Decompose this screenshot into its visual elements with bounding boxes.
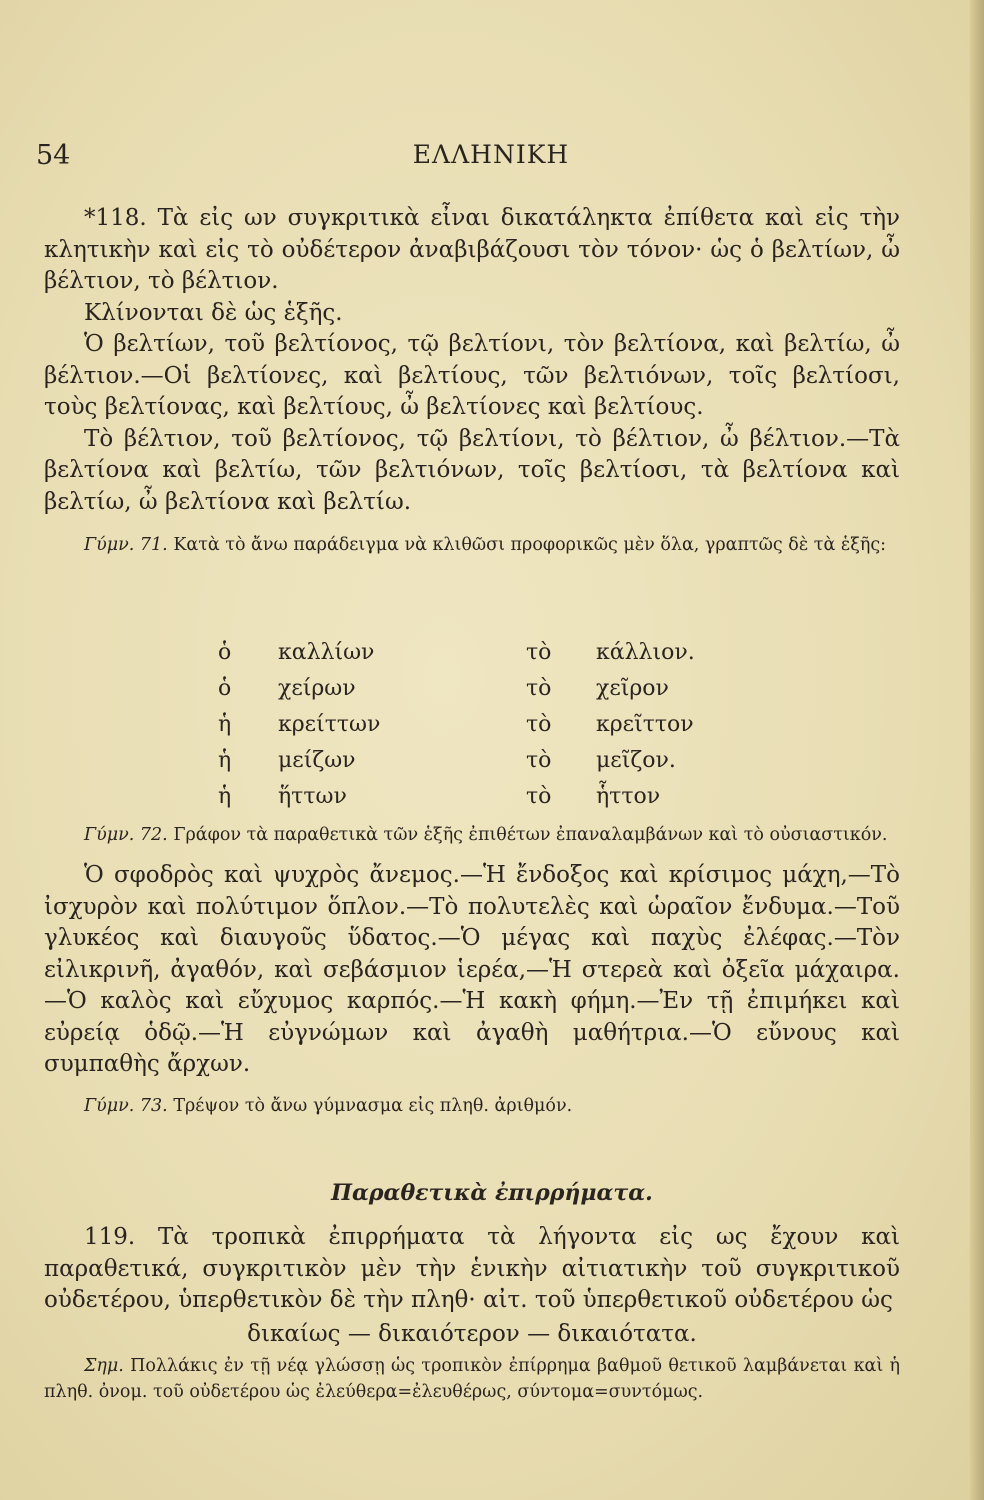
sec119-paragraph: 119. Τὰ τροπικὰ ἐπιρρήματα τὰ λήγοντα εἰς ως ἔχουν καὶ παραθετικά, συγκριτικὸν μὲν τὴν ἑνικὴν αἰτιατικὴν τοῦ συγκριτικοῦ οὐδετέρου, ὑπερθετικὸν δὲ τὴν πληθ· αἰτ. τοῦ ὑπερθετικοῦ οὐδετέρου ὡς — [44, 1224, 900, 1313]
exercise-71-text: Κατὰ τὸ ἄνω παράδειγμα νὰ κλιθῶσι προφορικῶς μὲν ὅλα, γραπτῶς δὲ τὰ ἑξῆς: — [173, 535, 887, 555]
sec118-paragraph-1: *118. Τὰ εἰς ων συγκριτικὰ εἶναι δικατάληκτα ἐπίθετα καὶ εἰς τὴν κλητικὴν καὶ εἰς τὸ οὐδέτερον ἀναβιβάζουσι τὸν τόνον· ὡς ὁ βελτίων, ὦ βέλτιον, τὸ βέλτιον. — [44, 205, 900, 294]
note — [44, 1353, 900, 1405]
exercise-71-label: Γύμν. 71. — [84, 535, 168, 555]
section-heading: Παραθετικὰ ἐπιρρήματα. — [331, 1180, 653, 1206]
section-119 — [44, 1222, 900, 1405]
page-edge — [970, 0, 984, 1500]
sec118-paragraph-4: Τὸ βέλτιον, τοῦ βελτίονος, τῷ βελτίονι, τὸ βέλτιον, ὦ βέλτιον.—Τὰ βελτίονα καὶ βελτίω, τῶν βελτιόνων, τοῖς βελτίοσι, τὰ βελτίονα καὶ βελτίω, ὦ βελτίονα καὶ βελτίω. — [44, 425, 900, 515]
note-text: Πολλάκις ἐν τῇ νέᾳ γλώσσῃ ὡς τροπικὸν ἐπίρρημα βαθμοῦ θετικοῦ λαμβάνεται καὶ ἡ πληθ. ὀνομ. τοῦ οὐδετέρου ὡς ἐλεύθερα=ἐλευθέρως, σύντομα=συντόμως. — [44, 1355, 900, 1402]
exercise-73 — [44, 1093, 900, 1119]
adverb-formula: δικαίως — δικαιότερον — δικαιότατα. — [247, 1320, 697, 1347]
exercise-71 — [44, 532, 900, 558]
comparison-table — [218, 640, 738, 820]
exercise-73-text: Τρέψον τὸ ἄνω γύμνασμα εἰς πληθ. ἀριθμόν. — [173, 1095, 573, 1116]
table-row: ἡ κρείττων τὸ κρεῖττον — [218, 712, 694, 737]
section-118 — [44, 203, 900, 558]
table-row: ἡ ἥττων τὸ ἧττον — [218, 784, 661, 809]
exercise-73-label: Γύμν. 73. — [84, 1095, 168, 1116]
sec118-paragraph-2: Κλίνονται δὲ ὡς ἑξῆς. — [84, 299, 343, 326]
page-header — [36, 140, 946, 180]
table-row: ὁ χείρων τὸ χεῖρον — [218, 676, 669, 701]
exercise-72-label: Γύμν. 72. — [84, 825, 168, 845]
running-title: ΕΛΛΗΝΙΚΗ — [412, 140, 570, 169]
page-number: 54 — [36, 140, 71, 171]
exercise-72-text: Γράφον τὰ παραθετικὰ τῶν ἑξῆς ἐπιθέτων ἐπαναλαμβάνων καὶ τὸ οὐσιαστικόν. — [173, 825, 888, 845]
sec118-paragraph-3: Ὁ βελτίων, τοῦ βελτίονος, τῷ βελτίονι, τὸν βελτίονα, καὶ βελτίω, ὦ βέλτιον.—Οἱ βελτίονες, καὶ βελτίους, τῶν βελτιόνων, τοῖς βελτίοσι, τοὺς βελτίονας, καὶ βελτίους, ὦ βελτίονες καὶ βελτίους. — [44, 331, 900, 420]
note-label: Σημ. — [84, 1355, 124, 1376]
exercises-72-73 — [44, 822, 900, 1119]
exercise-72-body: Ὁ σφοδρὸς καὶ ψυχρὸς ἄνεμος.—Ἡ ἔνδοξος καὶ κρίσιμος μάχη,—Τὸ ἰσχυρὸν καὶ πολύτιμον ὅπλον.—Τὸ πολυτελὲς καὶ ὡραῖον ἔνδυμα.—Τοῦ γλυκέος καὶ διαυγοῦς ὕδατος.—Ὁ μέγας καὶ παχὺς ἐλέφας.—Τὸν εἰλικρινῆ, ἀγαθόν, καὶ σεβάσμιον ἱερέα,—Ἡ στερεὰ καὶ ὀξεῖα μάχαιρα.—Ὁ καλὸς καὶ εὔχυμος καρπός.—Ἡ κακὴ φήμη.—Ἐν τῇ ἐπιμήκει καὶ εὐρείᾳ ὁδῷ.—Ἡ εὐγνώμων καὶ ἀγαθὴ μαθήτρια.—Ὁ εὔνους καὶ συμπαθὴς ἄρχων. — [44, 862, 900, 1077]
exercise-72 — [44, 822, 900, 848]
table-row: ὁ καλλίων τὸ κάλλιον. — [218, 640, 695, 665]
table-row: ἡ μείζων τὸ μεῖζον. — [218, 748, 676, 773]
